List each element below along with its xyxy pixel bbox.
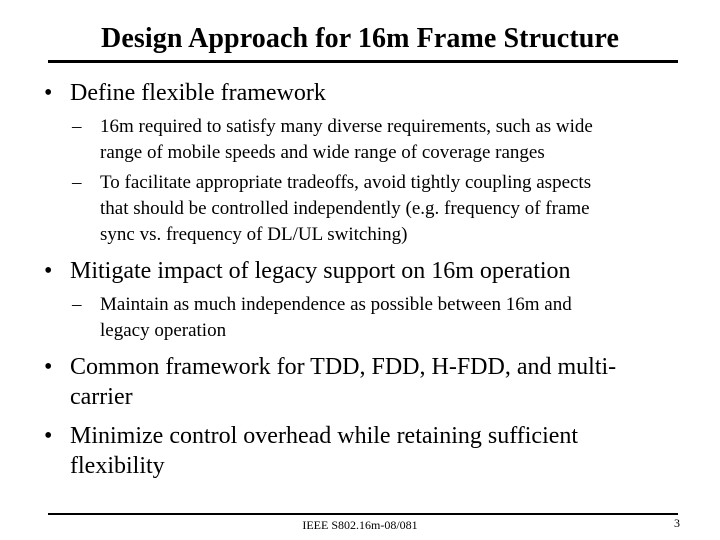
sub-bullet-text: To facilitate appropriate tradeoffs, avoid tightly coupling aspects [100,172,592,193]
bullet-item [44,421,694,481]
bullet-text: Minimize control overhead while retaining sufficient [70,423,579,449]
sub-bullet-text: Maintain as much independence as possible between 16m and [100,294,572,315]
bullet-text: Define flexible framework [70,80,326,106]
sub-bullet-text: 16m required to satisfy many diverse requirements, such as wide [100,116,593,137]
bullet-marker: • [44,354,53,380]
bullet-marker: • [44,80,53,106]
bullet-marker: • [44,423,53,449]
bullet-item [44,256,684,286]
dash-marker: – [72,116,82,137]
bullet-marker: • [44,258,53,284]
dash-marker: – [72,172,82,193]
sub-bullet-text: that should be controlled independently (e.g. frequency of frame [100,198,590,219]
sub-bullet-text: range of mobile speeds and wide range of coverage ranges [100,142,545,163]
bullet-item [44,78,684,108]
page-number: 3 [674,516,680,530]
footer-rule [48,513,678,515]
bullet-item [44,352,694,412]
bullet-text: Mitigate impact of legacy support on 16m operation [70,258,571,284]
slide-title: Design Approach for 16m Frame Structure [101,23,619,54]
sub-bullet-text: legacy operation [100,320,227,341]
sub-bullet-item [72,170,692,248]
dash-marker: – [72,294,82,315]
bullet-text: carrier [70,384,133,410]
bullet-text: flexibility [70,453,165,479]
sub-bullet-text: sync vs. frequency of DL/UL switching) [100,224,408,245]
sub-bullet-item [72,292,692,344]
footer-doc-id: IEEE S802.16m-08/081 [302,518,418,532]
sub-bullet-item [72,114,692,166]
bullet-text: Common framework for TDD, FDD, H-FDD, and multi- [70,354,617,380]
